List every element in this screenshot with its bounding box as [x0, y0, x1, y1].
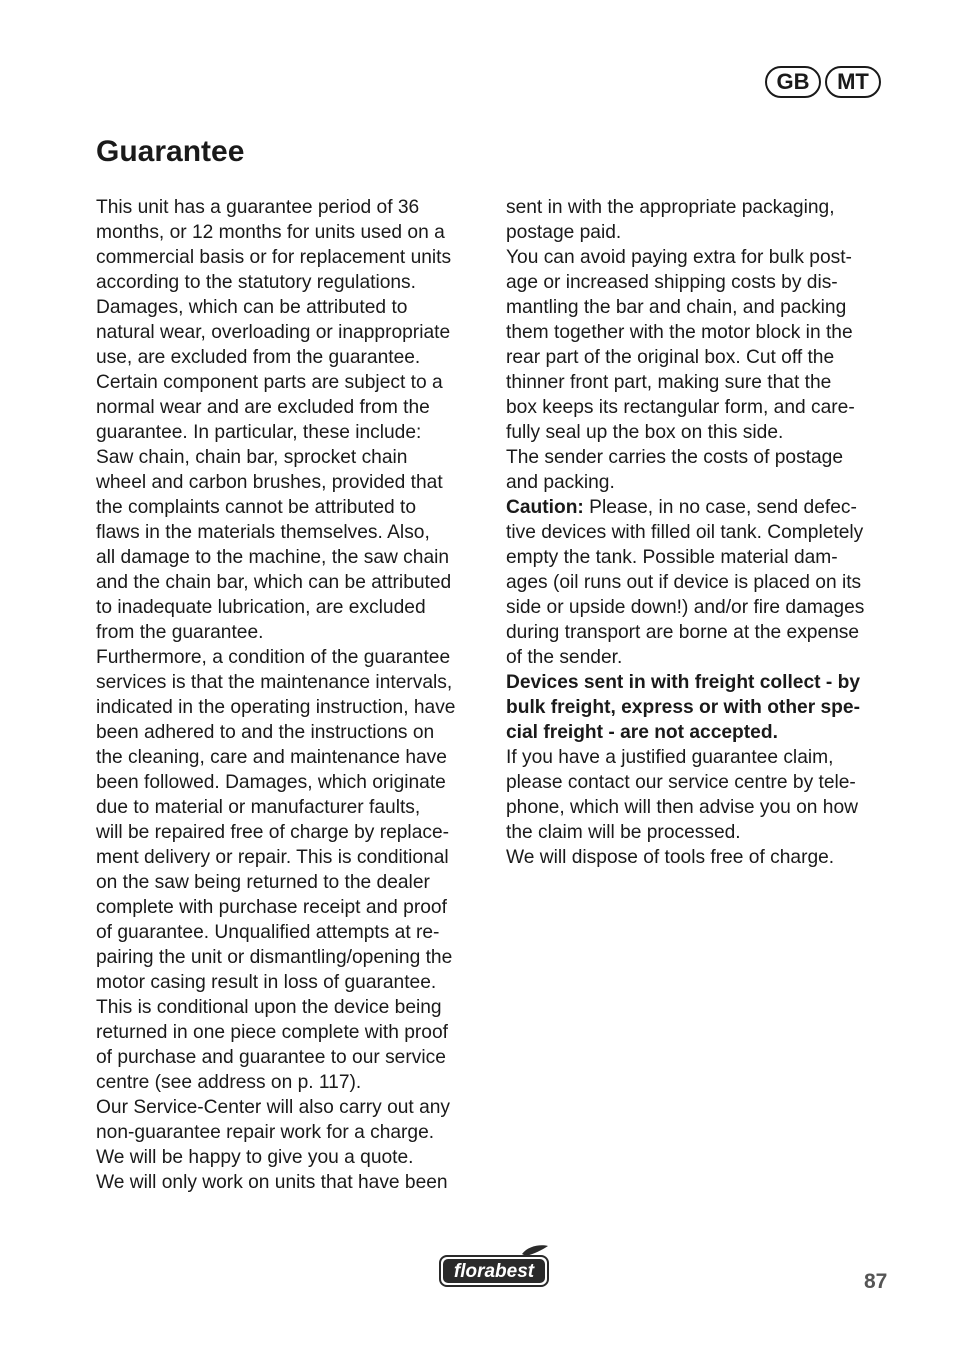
text-line — [506, 570, 864, 595]
text-line — [506, 645, 864, 670]
line-text: Please, in no case, send defec- — [583, 497, 857, 518]
text-line — [506, 395, 864, 420]
line-text: all damage to the machine, the saw chain — [96, 547, 450, 568]
line-text: commercial basis or for replacement units — [96, 247, 452, 268]
text-line — [506, 220, 864, 245]
text-line — [506, 495, 864, 520]
line-text: Furthermore, a condition of the guarantee — [96, 647, 451, 668]
line-text: postage paid. — [506, 222, 622, 243]
bold-text: Devices sent in with freight collect - by — [506, 672, 860, 693]
text-line — [506, 345, 864, 370]
text-line — [96, 545, 455, 570]
text-line — [506, 545, 864, 570]
line-text: to inadequate lubrication, are excluded — [96, 597, 426, 618]
text-line — [506, 795, 864, 820]
text-line — [96, 645, 455, 670]
text-line — [506, 695, 864, 720]
text-line — [506, 770, 864, 795]
line-text: We will be happy to give you a quote. — [96, 1147, 414, 1168]
line-text: according to the statutory regulations. — [96, 272, 416, 293]
line-text: thinner front part, making sure that the — [506, 372, 832, 393]
line-text: Damages, which can be attributed to — [96, 297, 408, 318]
line-text: rear part of the original box. Cut off the — [506, 347, 835, 368]
text-line — [96, 570, 455, 595]
line-text: natural wear, overloading or inappropriate — [96, 322, 451, 343]
line-text: fully seal up the box on this side. — [506, 422, 784, 443]
line-text: Saw chain, chain bar, sprocket chain — [96, 447, 408, 468]
line-text: of purchase and guarantee to our service — [96, 1047, 446, 1068]
text-line — [96, 695, 455, 720]
text-line — [96, 995, 455, 1020]
line-text: flaws in the materials themselves. Also, — [96, 522, 430, 543]
text-line — [96, 1120, 455, 1145]
language-badges — [765, 66, 881, 98]
text-line — [96, 920, 455, 945]
text-line — [96, 245, 455, 270]
line-text: wheel and carbon brushes, provided that — [96, 472, 443, 493]
line-text: We will dispose of tools free of charge. — [506, 847, 835, 868]
language-badge-gb: GB — [765, 66, 821, 98]
line-text: Our Service-Center will also carry out any — [96, 1097, 451, 1118]
text-line — [506, 595, 864, 620]
text-line — [96, 720, 455, 745]
line-text: Certain component parts are subject to a — [96, 372, 443, 393]
text-line — [506, 845, 864, 870]
line-text: indicated in the operating instruction, have — [96, 697, 456, 718]
text-line — [96, 820, 455, 845]
line-text: the complaints cannot be attributed to — [96, 497, 416, 518]
text-line — [506, 295, 864, 320]
text-line — [96, 370, 455, 395]
line-text: pairing the unit or dismantling/opening the — [96, 947, 453, 968]
line-text: returned in one piece complete with proof — [96, 1022, 448, 1043]
bold-text: Caution: — [506, 497, 584, 518]
text-line — [506, 320, 864, 345]
text-line — [96, 295, 455, 320]
text-line — [96, 445, 455, 470]
florabest-logo — [438, 1244, 552, 1290]
logo-leaf-icon — [522, 1245, 548, 1256]
line-text: If you have a justified guarantee claim, — [506, 747, 834, 768]
text-line — [96, 845, 455, 870]
page-title: Guarantee — [96, 135, 245, 168]
text-line — [96, 195, 455, 220]
text-line — [506, 720, 864, 745]
text-line — [96, 1020, 455, 1045]
line-text: mantling the bar and chain, and packing — [506, 297, 847, 318]
bold-text: bulk freight, express or with other spe- — [506, 697, 860, 718]
line-text: phone, which will then advise you on how — [506, 797, 858, 818]
line-text: side or upside down!) and/or fire damages — [506, 597, 865, 618]
text-line — [506, 620, 864, 645]
line-text: guarantee. In particular, these include: — [96, 422, 422, 443]
line-text: sent in with the appropriate packaging, — [506, 197, 835, 218]
text-line — [96, 745, 455, 770]
language-badge-mt: MT — [825, 66, 881, 98]
text-line — [96, 345, 455, 370]
line-text: been followed. Damages, which originate — [96, 772, 446, 793]
text-line — [506, 420, 864, 445]
line-text: ment delivery or repair. This is conditional — [96, 847, 449, 868]
line-text: This is conditional upon the device being — [96, 997, 442, 1018]
text-line — [96, 1045, 455, 1070]
text-line — [96, 270, 455, 295]
text-line — [96, 770, 455, 795]
line-text: empty the tank. Possible material dam- — [506, 547, 838, 568]
line-text: of the sender. — [506, 647, 623, 668]
line-text: due to material or manufacturer faults, — [96, 797, 421, 818]
bold-text: cial freight - are not accepted. — [506, 722, 778, 743]
line-text: tive devices with filled oil tank. Completely — [506, 522, 864, 543]
line-text: centre (see address on p. 117). — [96, 1072, 362, 1093]
text-line — [96, 970, 455, 995]
text-line — [96, 520, 455, 545]
text-line — [96, 620, 455, 645]
line-text: services is that the maintenance intervals, — [96, 672, 453, 693]
line-text: please contact our service centre by tele- — [506, 772, 856, 793]
text-line — [96, 895, 455, 920]
text-line — [96, 1170, 455, 1195]
text-line — [96, 420, 455, 445]
line-text: been adhered to and the instructions on — [96, 722, 435, 743]
line-text: months, or 12 months for units used on a — [96, 222, 445, 243]
line-text: motor casing result in loss of guarantee. — [96, 972, 437, 993]
text-line — [96, 1145, 455, 1170]
text-line — [506, 445, 864, 470]
text-line — [96, 1095, 455, 1120]
text-line — [506, 670, 864, 695]
text-line — [506, 820, 864, 845]
text-line — [96, 595, 455, 620]
line-text: We will only work on units that have been — [96, 1172, 448, 1193]
text-line — [506, 270, 864, 295]
line-text: of guarantee. Unqualified attempts at re- — [96, 922, 440, 943]
text-line — [506, 370, 864, 395]
line-text: This unit has a guarantee period of 36 — [96, 197, 420, 218]
text-line — [96, 470, 455, 495]
text-line — [96, 870, 455, 895]
line-text: and the chain bar, which can be attributed — [96, 572, 452, 593]
text-line — [96, 670, 455, 695]
line-text: the claim will be processed. — [506, 822, 741, 843]
line-text: You can avoid paying extra for bulk post- — [506, 247, 852, 268]
line-text: from the guarantee. — [96, 622, 264, 643]
line-text: use, are excluded from the guarantee. — [96, 347, 421, 368]
text-line — [96, 945, 455, 970]
line-text: complete with purchase receipt and proof — [96, 897, 447, 918]
line-text: on the saw being returned to the dealer — [96, 872, 430, 893]
line-text: and packing. — [506, 472, 615, 493]
text-line — [96, 1070, 455, 1095]
line-text: ages (oil runs out if device is placed on its — [506, 572, 862, 593]
text-line — [96, 320, 455, 345]
text-line — [506, 520, 864, 545]
text-line — [506, 195, 864, 220]
left-text-column — [96, 195, 455, 1195]
text-line — [96, 495, 455, 520]
logo-text: florabest — [453, 1261, 535, 1282]
line-text: normal wear and are excluded from the — [96, 397, 430, 418]
text-line — [96, 220, 455, 245]
line-text: will be repaired free of charge by replace- — [96, 822, 450, 843]
right-text-column — [506, 195, 864, 870]
text-line — [96, 795, 455, 820]
line-text: non-guarantee repair work for a charge. — [96, 1122, 435, 1143]
text-line — [506, 470, 864, 495]
text-line — [96, 395, 455, 420]
line-text: age or increased shipping costs by dis- — [506, 272, 838, 293]
text-line — [506, 745, 864, 770]
line-text: box keeps its rectangular form, and care- — [506, 397, 855, 418]
text-line — [506, 245, 864, 270]
page-number: 87 — [864, 1270, 888, 1293]
line-text: The sender carries the costs of postage — [506, 447, 844, 468]
line-text: the cleaning, care and maintenance have — [96, 747, 447, 768]
line-text: during transport are borne at the expense — [506, 622, 860, 643]
line-text: them together with the motor block in the — [506, 322, 853, 343]
